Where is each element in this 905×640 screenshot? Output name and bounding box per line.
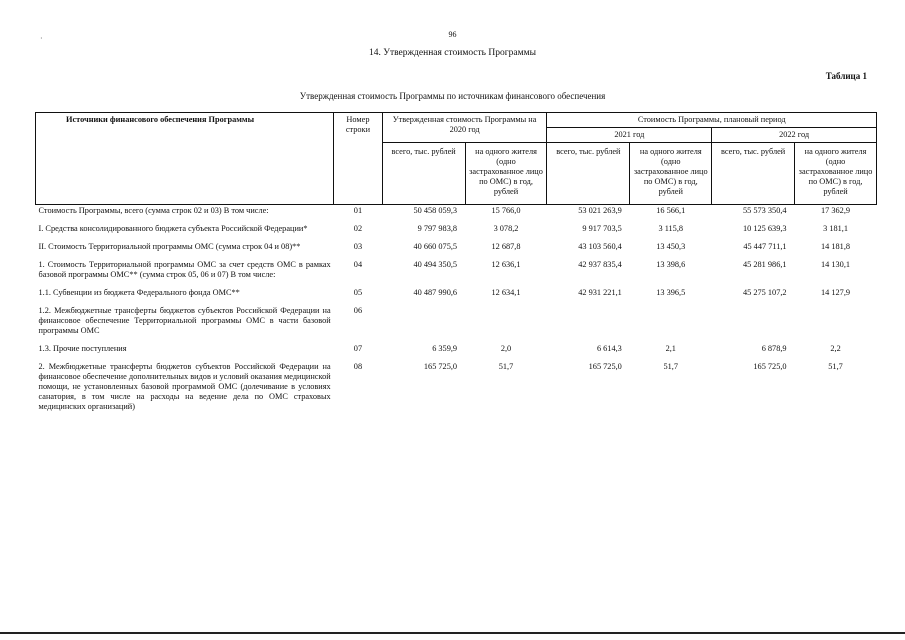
value-2021-total: 42 931 221,1 (578, 288, 622, 297)
header-unit-per-person-2021: на одного жителя (одно застрахованное лицо по ОМС) в год, рублей (630, 143, 712, 205)
header-unit-per-person-2020: на одного жителя (одно застрахованное лицо по ОМС) в год, рублей (465, 143, 547, 205)
header-year-2022: 2022 год (712, 128, 877, 143)
header-unit-per-person-2022: на одного жителя (одно застрахованное лицо по ОМС) в год, рублей (795, 143, 877, 205)
value-2021-total: 9 917 703,5 (582, 224, 622, 233)
value-2020-total: 40 660 075,5 (413, 242, 458, 251)
table-row (36, 259, 877, 287)
row-number: 07 (353, 344, 363, 353)
header-source: Источники финансового обеспечения Программы (36, 113, 334, 205)
row-source: 1.3. Прочие поступления (38, 344, 127, 353)
value-2022-total: 45 281 986,1 (743, 260, 787, 269)
row-number: 06 (353, 306, 363, 315)
row-source: 1. Стоимость Территориальной программы ОМС за счет средств ОМС в рамках базовой программы ОМС** (сумма строк 05, 06 и 07) В том числе: (38, 260, 331, 279)
table-row (36, 343, 877, 361)
row-source: 1.2. Межбюджетные трансферты бюджетов субъектов Российской Федерации на финансовое обеспечение Территориальной программы ОМС в части базовой программы ОМС (38, 306, 331, 335)
row-source: Стоимость Программы, всего (сумма строк 02 и 03) В том числе: (36, 205, 334, 224)
value-2022-per-person: 17 362,9 (795, 205, 877, 224)
row-source: II. Стоимость Территориальной программы ОМС (сумма строк 04 и 08)** (38, 242, 301, 251)
row-number: 05 (353, 288, 363, 297)
row-number: 03 (353, 242, 363, 251)
value-2020-per-person: 3 078,2 (493, 224, 519, 233)
page-bottom-rule (0, 632, 905, 634)
row-number: 08 (353, 362, 363, 371)
value-2022-total: 10 125 639,3 (743, 224, 787, 233)
page-number: 96 (448, 30, 457, 39)
header-unit-total-2022: всего, тыс. рублей (712, 143, 795, 205)
value-2020-per-person: 2,0 (500, 344, 512, 353)
value-2021-per-person (630, 305, 712, 343)
value-2020-total (382, 305, 465, 343)
value-2022-per-person: 2,2 (830, 344, 841, 353)
row-number: 02 (353, 224, 363, 233)
value-2020-per-person: 12 636,1 (491, 260, 521, 269)
row-number: 04 (353, 260, 363, 269)
value-2020-total: 40 487 990,6 (413, 288, 458, 297)
value-2022-total: 45 275 107,2 (743, 288, 787, 297)
row-source: 2. Межбюджетные трансферты бюджетов субъектов Российской Федерации на финансовое обеспечение дополнительных видов и условий оказания медицинской помощи, не установленных базовой программой ОМС (долечивание в условиях санатория, в том числе на расходы на ведение дела по ОМС страховых медицинских организаций) (38, 362, 331, 411)
value-2022-per-person (795, 305, 877, 343)
value-2021-per-person: 13 396,5 (656, 288, 686, 297)
row-number: 01 (334, 205, 383, 224)
value-2022-total: 6 878,9 (761, 344, 787, 353)
table-label: Таблица 1 (825, 71, 867, 81)
margin-mark: · (40, 34, 43, 43)
value-2020-per-person: 12 687,8 (491, 242, 521, 251)
program-cost-table (35, 112, 877, 419)
header-year-2021: 2021 год (547, 128, 712, 143)
value-2021-per-person: 13 398,6 (656, 260, 686, 269)
value-2021-total: 6 614,3 (596, 344, 622, 353)
value-2022-total (712, 305, 795, 343)
value-2020-per-person: 15 766,0 (465, 205, 547, 224)
row-source: 1.1. Субвенции из бюджета Федерального фонда ОМС** (38, 288, 240, 297)
section-title: 14. Утвержденная стоимость Программы (368, 48, 537, 58)
value-2020-total: 9 797 983,8 (417, 224, 458, 233)
value-2021-per-person: 51,7 (663, 362, 679, 371)
value-2022-total: 165 725,0 (753, 362, 787, 371)
value-2022-per-person: 51,7 (828, 362, 843, 371)
table-row (36, 223, 877, 241)
value-2020-total: 6 359,9 (432, 344, 458, 353)
value-2021-total: 53 021 263,9 (547, 205, 630, 224)
header-approved-2020: Утвержденная стоимость Программы на 2020 год (382, 113, 547, 143)
table-row (36, 241, 877, 259)
value-2020-per-person: 12 634,1 (491, 288, 521, 297)
table-row (36, 361, 877, 419)
value-2020-per-person (465, 305, 547, 343)
value-2022-per-person: 14 127,9 (821, 288, 851, 297)
row-source: I. Средства консолидированного бюджета субъекта Российской Федерации* (38, 224, 308, 233)
value-2020-total: 50 458 059,3 (382, 205, 465, 224)
value-2021-per-person: 16 566,1 (630, 205, 712, 224)
header-planned-period: Стоимость Программы, плановый период (547, 113, 877, 128)
table-row (36, 305, 877, 343)
value-2022-total: 45 447 711,1 (743, 242, 787, 251)
value-2021-per-person: 3 115,8 (658, 224, 684, 233)
value-2021-total: 42 937 835,4 (578, 260, 622, 269)
value-2020-per-person: 51,7 (498, 362, 514, 371)
value-2021-total (547, 305, 630, 343)
header-unit-total-2021: всего, тыс. рублей (547, 143, 630, 205)
value-2022-per-person: 3 181,1 (823, 224, 848, 233)
value-2021-per-person: 2,1 (665, 344, 676, 353)
value-2022-per-person: 14 130,1 (821, 260, 851, 269)
value-2022-per-person: 14 181,8 (821, 242, 851, 251)
value-2020-total: 165 725,0 (423, 362, 458, 371)
header-row-number: Номер строки (334, 113, 383, 205)
table-subtitle: Утвержденная стоимость Программы по источникам финансового обеспечения (299, 91, 606, 101)
value-2022-total: 55 573 350,4 (712, 205, 795, 224)
table-row (36, 287, 877, 305)
header-unit-total-2020: всего, тыс. рублей (382, 143, 465, 205)
value-2021-total: 43 103 560,4 (578, 242, 622, 251)
table-row (36, 205, 877, 224)
value-2021-per-person: 13 450,3 (656, 242, 686, 251)
value-2021-total: 165 725,0 (588, 362, 622, 371)
value-2020-total: 40 494 350,5 (413, 260, 458, 269)
